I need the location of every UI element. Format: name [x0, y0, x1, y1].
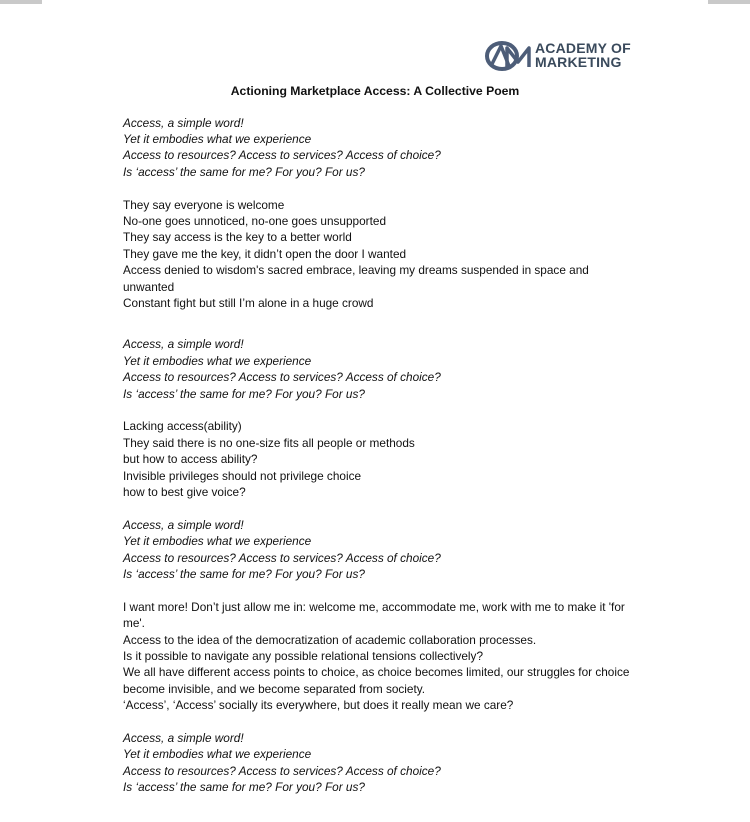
refrain-line: Yet it embodies what we experience: [123, 353, 312, 368]
refrain-stanza-1: [123, 115, 643, 181]
page-edge-right: [708, 0, 750, 4]
am-logo-mark-icon: [485, 40, 535, 72]
refrain-line: Yet it embodies what we experience: [123, 131, 312, 146]
poem-body: [123, 115, 643, 796]
refrain-line: Is ‘access’ the same for me? For you? For us?: [123, 164, 365, 179]
refrain-line: Is ‘access’ the same for me? For you? For us?: [123, 780, 365, 795]
poem-title: Actioning Marketplace Access: A Collective Poem: [230, 84, 520, 98]
verse-stanza-2: [123, 418, 643, 500]
verse-line: Access to the idea of the democratization of academic collaboration processes.: [123, 632, 537, 647]
refrain-line: Yet it embodies what we experience: [123, 747, 312, 762]
refrain-line: Is ‘access’ the same for me? For you? For us?: [123, 567, 365, 582]
page-edge-left: [0, 0, 42, 4]
verse-line: I want more! Don’t just allow me in: welcome me, accommodate me, work with me to make it 'for me'.: [123, 599, 625, 631]
refrain-line: Access to resources? Access to services? Access of choice?: [123, 550, 441, 565]
refrain-line: Yet it embodies what we experience: [123, 534, 312, 549]
refrain-line: Access, a simple word!: [123, 337, 244, 352]
refrain-line: Access, a simple word!: [123, 731, 244, 746]
verse-stanza-1: [123, 197, 643, 312]
refrain-stanza-2: [123, 336, 643, 402]
academy-of-marketing-logo: [485, 40, 635, 72]
verse-line: Lacking access(ability): [123, 419, 242, 434]
logo-line-1: ACADEMY OF: [535, 40, 631, 56]
verse-line: They gave me the key, it didn’t open the door I wanted: [123, 246, 407, 261]
logo-wordmark: [535, 41, 631, 69]
refrain-line: Access, a simple word!: [123, 517, 244, 532]
refrain-stanza-4: [123, 730, 643, 796]
refrain-line: Access to resources? Access to services? Access of choice?: [123, 370, 441, 385]
refrain-line: Is ‘access’ the same for me? For you? For us?: [123, 386, 365, 401]
verse-stanza-3: [123, 599, 643, 714]
verse-line: No-one goes unnoticed, no-one goes unsupported: [123, 213, 387, 228]
logo-line-2: MARKETING: [535, 54, 622, 70]
verse-line: ‘Access’, ‘Access’ socially its everywhere, but does it really mean we care?: [123, 698, 514, 713]
verse-line: how to best give voice?: [123, 485, 246, 499]
verse-line: Constant fight but still I’m alone in a huge crowd: [123, 295, 374, 310]
verse-line: They say access is the key to a better world: [123, 230, 352, 245]
verse-line: They say everyone is welcome: [123, 197, 285, 212]
verse-line: Invisible privileges should not privilege choice: [123, 468, 362, 483]
verse-line: We all have different access points to choice, as choice becomes limited, our struggles for choice become invisible, and we become separated from society.: [123, 665, 630, 696]
verse-line: Access denied to wisdom's sacred embrace, leaving my dreams suspended in space and unwanted: [123, 263, 589, 294]
verse-line: They said there is no one-size fits all people or methods: [123, 435, 415, 450]
refrain-line: Access, a simple word!: [123, 115, 244, 130]
refrain-line: Access to resources? Access to services? Access of choice?: [123, 763, 441, 778]
refrain-line: Access to resources? Access to services? Access of choice?: [123, 148, 441, 163]
refrain-stanza-3: [123, 517, 643, 583]
verse-line: but how to access ability?: [123, 452, 258, 467]
verse-line: Is it possible to navigate any possible relational tensions collectively?: [123, 649, 484, 664]
